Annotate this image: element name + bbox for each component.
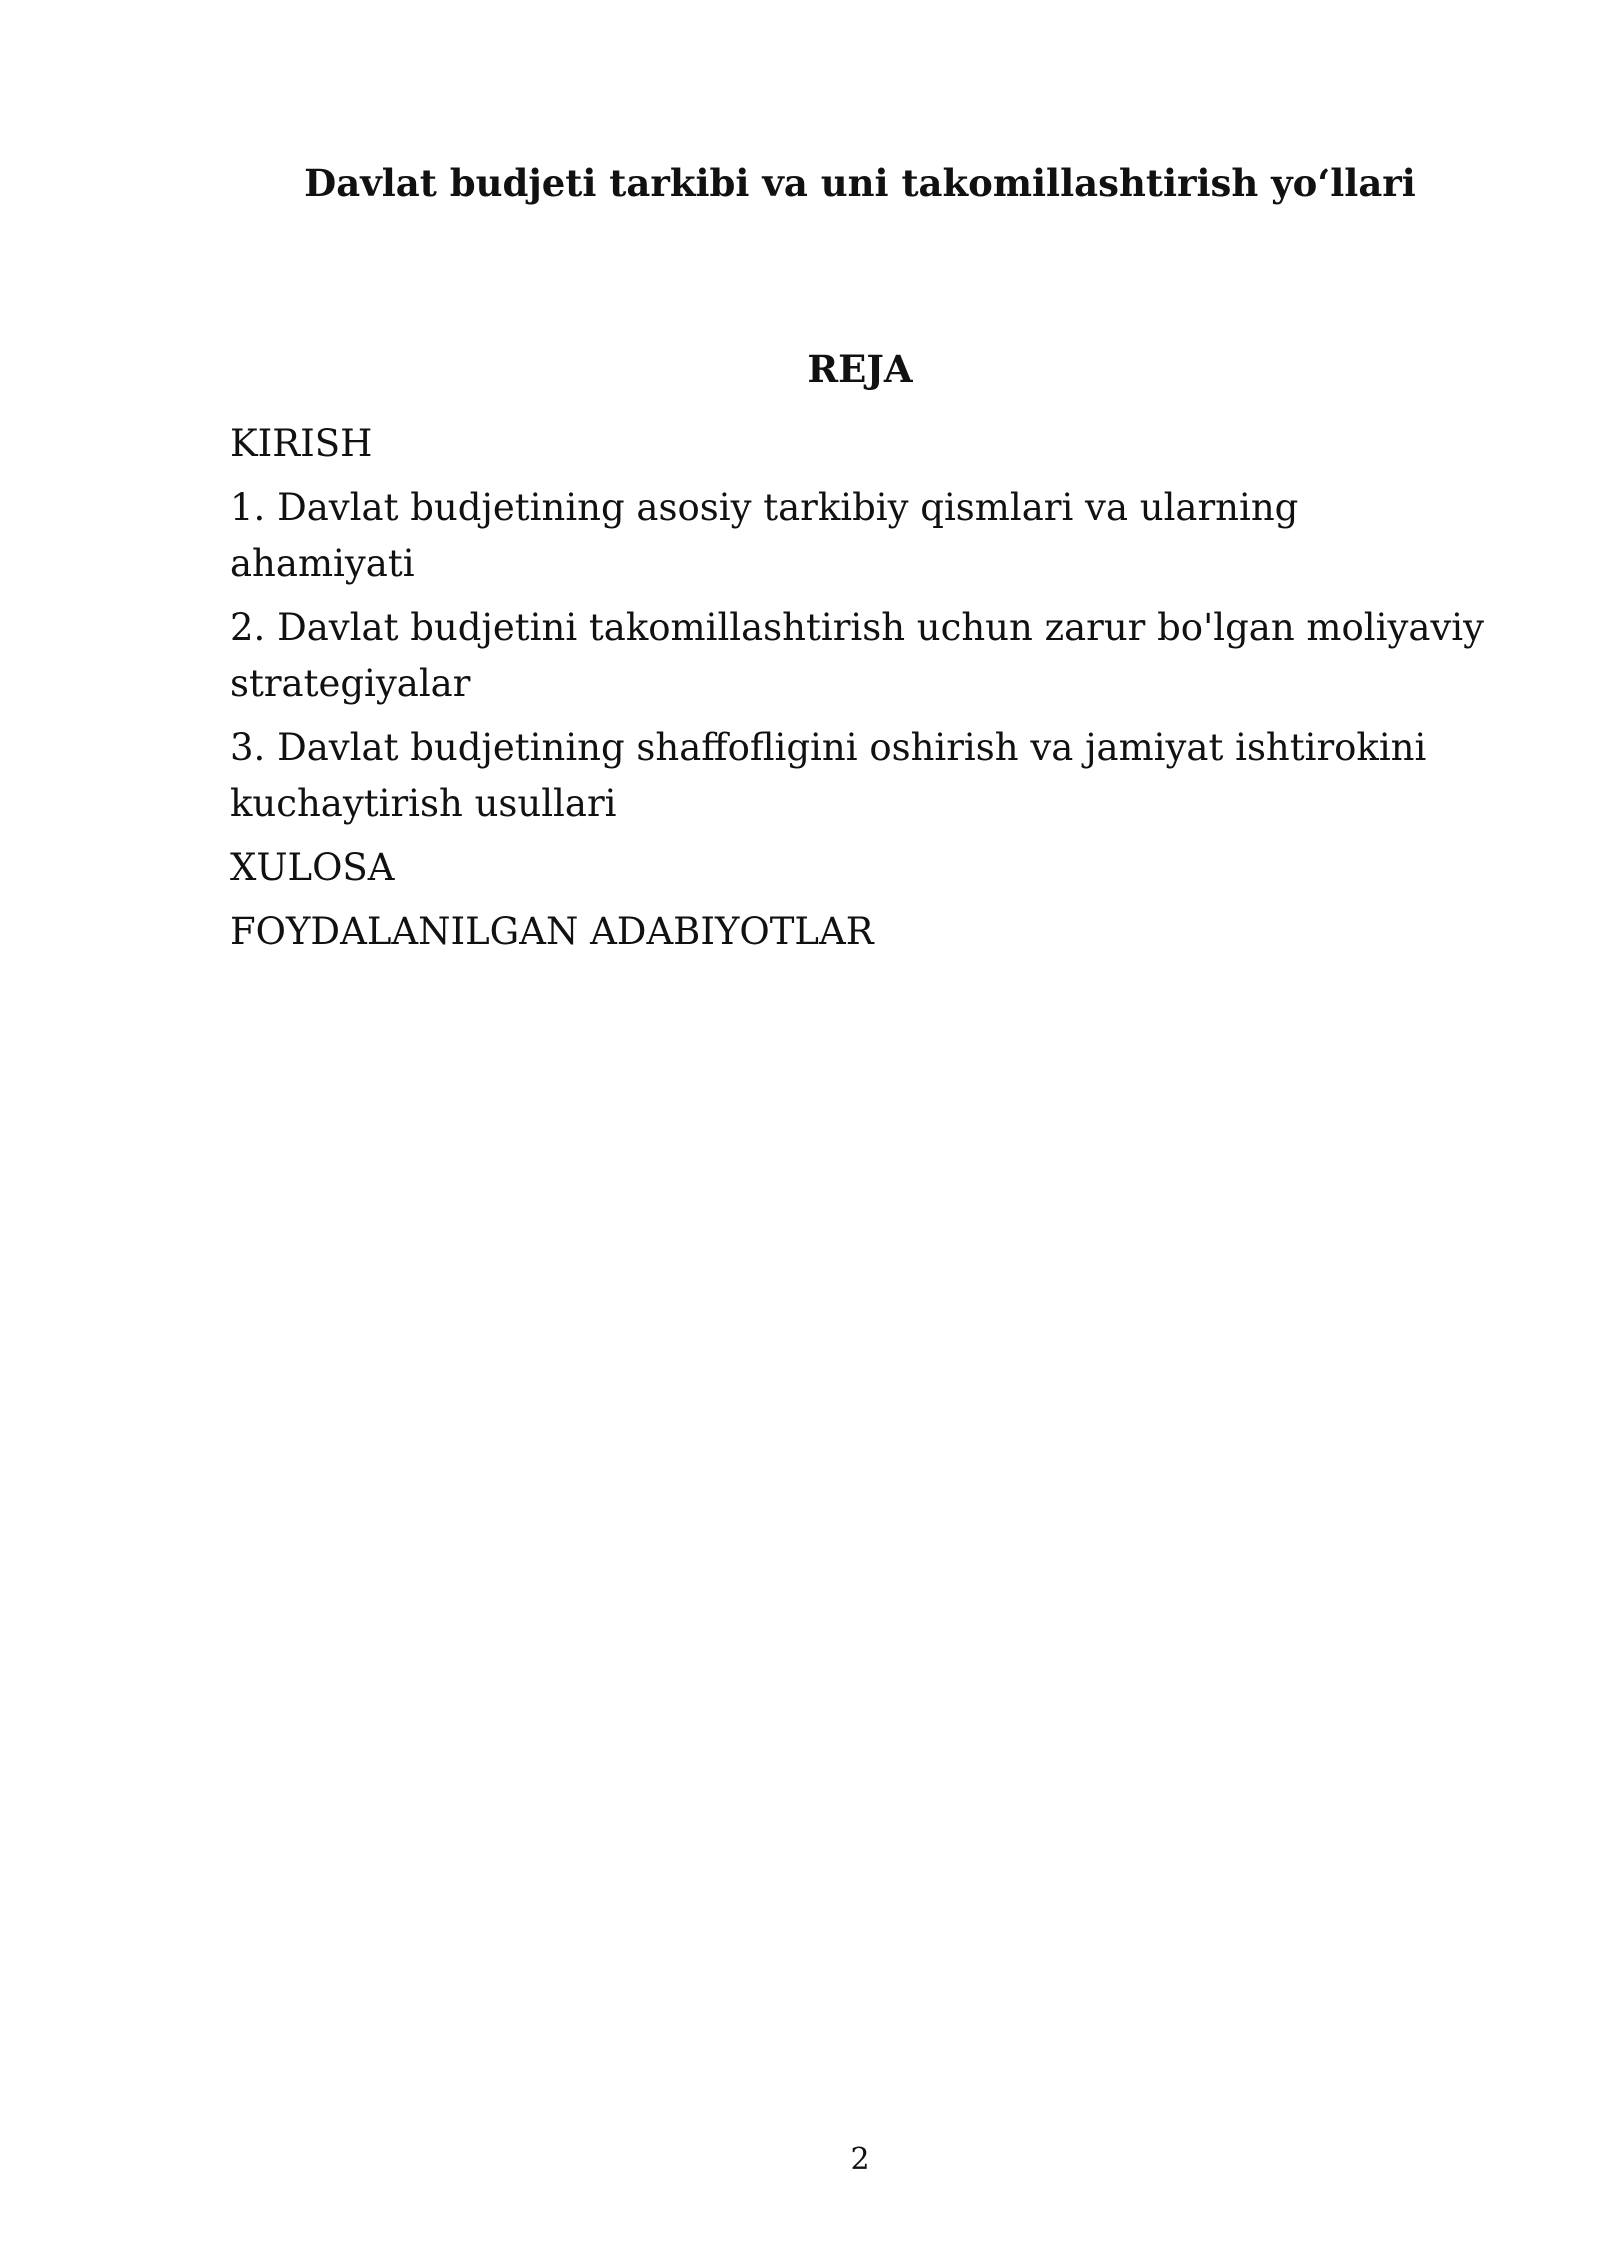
plan-heading: REJA bbox=[807, 347, 913, 391]
plan-item-2: 2. Davlat budjetini takomillashtirish uchun zarur bo'lgan moliyaviy strategiyalar bbox=[230, 606, 1485, 705]
plan-item-conclusion: XULOSA bbox=[230, 846, 395, 889]
page-number: 2 bbox=[850, 2142, 870, 2177]
document-title: Davlat budjeti tarkibi va uni takomillashtirish yo‘llari bbox=[304, 161, 1416, 205]
plan-item-references: FOYDALANILGAN ADABIYOTLAR bbox=[230, 910, 874, 953]
plan-item-introduction: KIRISH bbox=[230, 422, 373, 465]
plan-item-1: 1. Davlat budjetining asosiy tarkibiy qismlari va ularning ahamiyati bbox=[230, 486, 1299, 585]
plan-list bbox=[230, 416, 1490, 968]
plan-item-3: 3. Davlat budjetining shaffofligini oshirish va jamiyat ishtirokini kuchaytirish usullari bbox=[230, 726, 1427, 825]
